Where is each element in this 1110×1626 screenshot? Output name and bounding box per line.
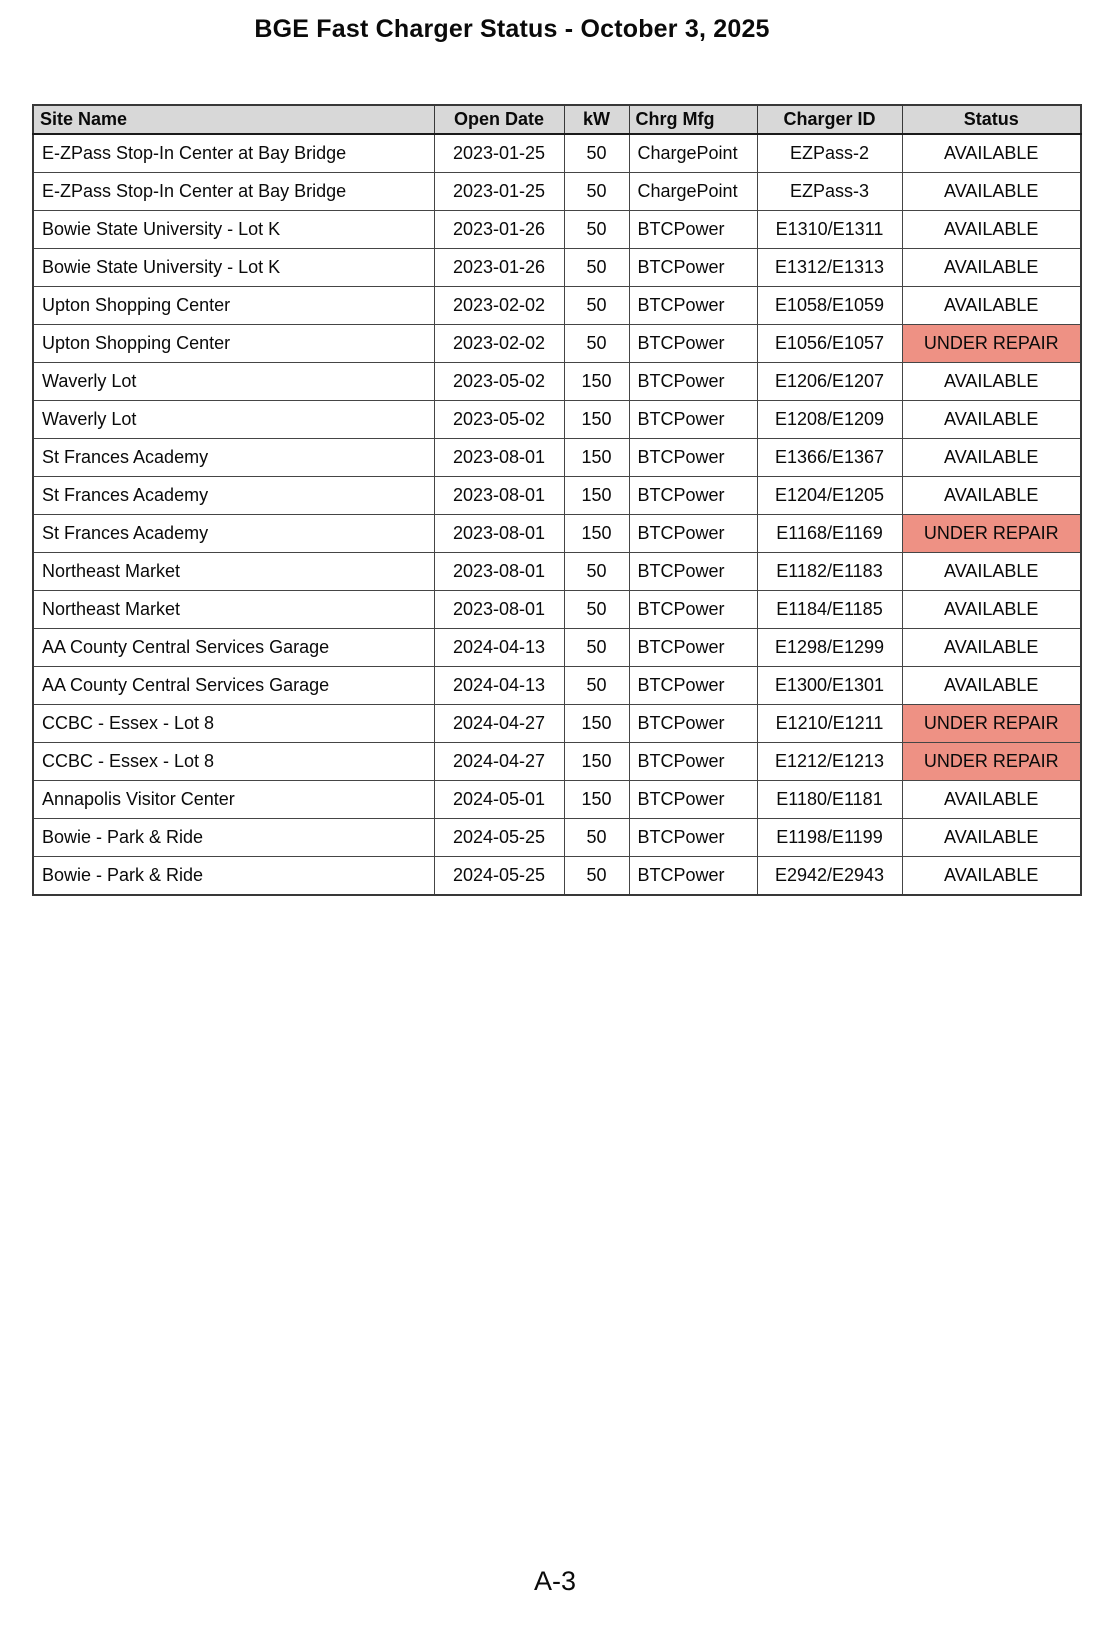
cell-status: AVAILABLE xyxy=(902,439,1081,477)
cell-charger-id: E1204/E1205 xyxy=(757,477,902,515)
cell-site-name: Waverly Lot xyxy=(33,401,434,439)
cell-chrg-mfg: BTCPower xyxy=(629,515,757,553)
cell-charger-id: E1312/E1313 xyxy=(757,249,902,287)
cell-status: UNDER REPAIR xyxy=(902,705,1081,743)
col-header-status: Status xyxy=(902,105,1081,134)
cell-open-date: 2023-02-02 xyxy=(434,287,564,325)
table-row xyxy=(33,819,1081,857)
cell-chrg-mfg: BTCPower xyxy=(629,325,757,363)
cell-chrg-mfg: BTCPower xyxy=(629,249,757,287)
table-row xyxy=(33,363,1081,401)
table-row xyxy=(33,401,1081,439)
cell-kw: 150 xyxy=(564,743,629,781)
charger-status-table xyxy=(32,104,1082,896)
table-row xyxy=(33,667,1081,705)
cell-chrg-mfg: BTCPower xyxy=(629,211,757,249)
table-row xyxy=(33,705,1081,743)
cell-open-date: 2023-08-01 xyxy=(434,477,564,515)
cell-status: AVAILABLE xyxy=(902,134,1081,173)
cell-open-date: 2024-05-25 xyxy=(434,857,564,896)
cell-site-name: E-ZPass Stop-In Center at Bay Bridge xyxy=(33,134,434,173)
cell-site-name: Bowie - Park & Ride xyxy=(33,819,434,857)
cell-open-date: 2023-01-26 xyxy=(434,249,564,287)
cell-site-name: CCBC - Essex - Lot 8 xyxy=(33,705,434,743)
table-header xyxy=(33,105,1081,134)
cell-chrg-mfg: ChargePoint xyxy=(629,173,757,211)
cell-kw: 150 xyxy=(564,477,629,515)
cell-charger-id: E2942/E2943 xyxy=(757,857,902,896)
cell-kw: 50 xyxy=(564,325,629,363)
cell-chrg-mfg: BTCPower xyxy=(629,287,757,325)
cell-chrg-mfg: BTCPower xyxy=(629,705,757,743)
cell-charger-id: E1058/E1059 xyxy=(757,287,902,325)
cell-site-name: Annapolis Visitor Center xyxy=(33,781,434,819)
cell-site-name: Northeast Market xyxy=(33,553,434,591)
col-header-chrg-mfg: Chrg Mfg xyxy=(629,105,757,134)
table-header-row xyxy=(33,105,1081,134)
cell-chrg-mfg: BTCPower xyxy=(629,401,757,439)
cell-kw: 50 xyxy=(564,591,629,629)
cell-kw: 150 xyxy=(564,439,629,477)
cell-charger-id: E1180/E1181 xyxy=(757,781,902,819)
cell-status: AVAILABLE xyxy=(902,363,1081,401)
cell-open-date: 2024-04-13 xyxy=(434,667,564,705)
cell-charger-id: E1210/E1211 xyxy=(757,705,902,743)
title-container xyxy=(0,15,1024,44)
cell-site-name: Bowie - Park & Ride xyxy=(33,857,434,896)
cell-open-date: 2024-05-01 xyxy=(434,781,564,819)
cell-charger-id: E1300/E1301 xyxy=(757,667,902,705)
cell-kw: 50 xyxy=(564,173,629,211)
cell-kw: 150 xyxy=(564,515,629,553)
cell-chrg-mfg: BTCPower xyxy=(629,439,757,477)
table-row xyxy=(33,553,1081,591)
col-header-charger-id: Charger ID xyxy=(757,105,902,134)
cell-status: AVAILABLE xyxy=(902,591,1081,629)
cell-chrg-mfg: BTCPower xyxy=(629,553,757,591)
cell-open-date: 2024-04-13 xyxy=(434,629,564,667)
cell-status: AVAILABLE xyxy=(902,667,1081,705)
cell-charger-id: E1366/E1367 xyxy=(757,439,902,477)
cell-open-date: 2023-08-01 xyxy=(434,553,564,591)
cell-kw: 150 xyxy=(564,363,629,401)
cell-site-name: St Frances Academy xyxy=(33,477,434,515)
cell-open-date: 2023-08-01 xyxy=(434,591,564,629)
cell-kw: 150 xyxy=(564,705,629,743)
cell-chrg-mfg: BTCPower xyxy=(629,363,757,401)
cell-site-name: CCBC - Essex - Lot 8 xyxy=(33,743,434,781)
cell-charger-id: E1212/E1213 xyxy=(757,743,902,781)
cell-chrg-mfg: BTCPower xyxy=(629,477,757,515)
cell-status: AVAILABLE xyxy=(902,629,1081,667)
col-header-site-name: Site Name xyxy=(33,105,434,134)
cell-kw: 50 xyxy=(564,287,629,325)
cell-chrg-mfg: BTCPower xyxy=(629,857,757,896)
cell-open-date: 2023-01-26 xyxy=(434,211,564,249)
cell-site-name: AA County Central Services Garage xyxy=(33,667,434,705)
table-row xyxy=(33,515,1081,553)
cell-site-name: Bowie State University - Lot K xyxy=(33,211,434,249)
cell-kw: 50 xyxy=(564,211,629,249)
cell-open-date: 2024-05-25 xyxy=(434,819,564,857)
cell-site-name: Bowie State University - Lot K xyxy=(33,249,434,287)
page-number: A-3 xyxy=(533,1566,577,1596)
cell-charger-id: EZPass-2 xyxy=(757,134,902,173)
table-row xyxy=(33,439,1081,477)
cell-status: AVAILABLE xyxy=(902,287,1081,325)
cell-chrg-mfg: ChargePoint xyxy=(629,134,757,173)
cell-status: AVAILABLE xyxy=(902,477,1081,515)
cell-site-name: Waverly Lot xyxy=(33,363,434,401)
cell-kw: 50 xyxy=(564,819,629,857)
cell-status: AVAILABLE xyxy=(902,781,1081,819)
cell-status: AVAILABLE xyxy=(902,173,1081,211)
cell-kw: 150 xyxy=(564,401,629,439)
table-row xyxy=(33,325,1081,363)
cell-charger-id: E1182/E1183 xyxy=(757,553,902,591)
cell-kw: 50 xyxy=(564,134,629,173)
cell-charger-id: E1198/E1199 xyxy=(757,819,902,857)
table-row xyxy=(33,743,1081,781)
table-body xyxy=(33,134,1081,895)
table-row xyxy=(33,477,1081,515)
cell-status: AVAILABLE xyxy=(902,401,1081,439)
cell-chrg-mfg: BTCPower xyxy=(629,819,757,857)
cell-charger-id: EZPass-3 xyxy=(757,173,902,211)
cell-open-date: 2023-02-02 xyxy=(434,325,564,363)
cell-kw: 150 xyxy=(564,781,629,819)
cell-charger-id: E1310/E1311 xyxy=(757,211,902,249)
cell-site-name: Upton Shopping Center xyxy=(33,287,434,325)
cell-open-date: 2023-01-25 xyxy=(434,134,564,173)
table-row xyxy=(33,287,1081,325)
cell-status: AVAILABLE xyxy=(902,857,1081,896)
cell-status: AVAILABLE xyxy=(902,553,1081,591)
table-row xyxy=(33,249,1081,287)
table-row xyxy=(33,591,1081,629)
cell-open-date: 2024-04-27 xyxy=(434,705,564,743)
cell-charger-id: E1298/E1299 xyxy=(757,629,902,667)
cell-chrg-mfg: BTCPower xyxy=(629,743,757,781)
cell-chrg-mfg: BTCPower xyxy=(629,781,757,819)
cell-site-name: St Frances Academy xyxy=(33,515,434,553)
cell-site-name: E-ZPass Stop-In Center at Bay Bridge xyxy=(33,173,434,211)
col-header-kw: kW xyxy=(564,105,629,134)
cell-open-date: 2023-08-01 xyxy=(434,439,564,477)
cell-charger-id: E1184/E1185 xyxy=(757,591,902,629)
cell-open-date: 2023-08-01 xyxy=(434,515,564,553)
cell-open-date: 2023-05-02 xyxy=(434,363,564,401)
cell-kw: 50 xyxy=(564,667,629,705)
cell-chrg-mfg: BTCPower xyxy=(629,591,757,629)
cell-charger-id: E1206/E1207 xyxy=(757,363,902,401)
cell-open-date: 2024-04-27 xyxy=(434,743,564,781)
table-row xyxy=(33,211,1081,249)
cell-site-name: Upton Shopping Center xyxy=(33,325,434,363)
cell-status: UNDER REPAIR xyxy=(902,515,1081,553)
table-row xyxy=(33,857,1081,896)
cell-site-name: Northeast Market xyxy=(33,591,434,629)
page-title: BGE Fast Charger Status - October 3, 2025 xyxy=(254,15,770,43)
cell-charger-id: E1168/E1169 xyxy=(757,515,902,553)
cell-charger-id: E1056/E1057 xyxy=(757,325,902,363)
cell-kw: 50 xyxy=(564,629,629,667)
cell-open-date: 2023-01-25 xyxy=(434,173,564,211)
cell-status: UNDER REPAIR xyxy=(902,743,1081,781)
col-header-open-date: Open Date xyxy=(434,105,564,134)
cell-kw: 50 xyxy=(564,553,629,591)
cell-charger-id: E1208/E1209 xyxy=(757,401,902,439)
cell-site-name: St Frances Academy xyxy=(33,439,434,477)
cell-kw: 50 xyxy=(564,857,629,896)
cell-site-name: AA County Central Services Garage xyxy=(33,629,434,667)
cell-kw: 50 xyxy=(564,249,629,287)
table-row xyxy=(33,173,1081,211)
cell-open-date: 2023-05-02 xyxy=(434,401,564,439)
cell-status: AVAILABLE xyxy=(902,211,1081,249)
cell-status: AVAILABLE xyxy=(902,819,1081,857)
cell-chrg-mfg: BTCPower xyxy=(629,629,757,667)
table-row xyxy=(33,134,1081,173)
cell-status: UNDER REPAIR xyxy=(902,325,1081,363)
cell-status: AVAILABLE xyxy=(902,249,1081,287)
cell-chrg-mfg: BTCPower xyxy=(629,667,757,705)
table-row xyxy=(33,629,1081,667)
table-row xyxy=(33,781,1081,819)
